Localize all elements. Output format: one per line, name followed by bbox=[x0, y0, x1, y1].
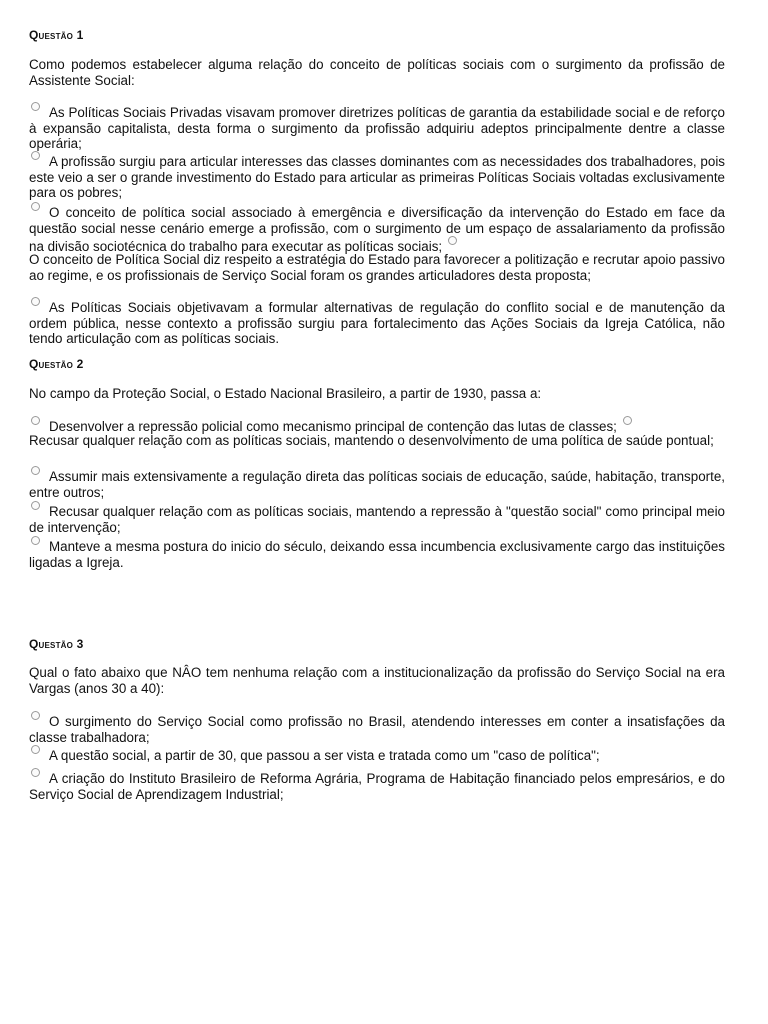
radio-button[interactable] bbox=[623, 416, 632, 425]
option-label: A profissão surgiu para articular interesses das classes dominantes com as necessidades dos trabalhadores, pois este veio a ser o grande investimento do Estado para articular as primeiras Políticas Sociais voltadas exclusivamente para os pobres; bbox=[29, 154, 725, 201]
option-label: As Políticas Sociais objetivavam a formular alternativas de regulação do conflito social e de manutenção da ordem pública, nesse contexto a profissão surgiu para fortalecimento das Ações Sociais da Igreja Católica, não tendo articulação com as políticas sociais. bbox=[29, 300, 725, 347]
question-3-title: Questão 3 bbox=[29, 637, 84, 651]
option-label: Manteve a mesma postura do inicio do século, deixando essa incumbencia exclusivamente cargo das instituições ligadas a Igreja. bbox=[29, 539, 725, 570]
question-3-text: Qual o fato abaixo que NÂO tem nenhuma relação com a institucionalização da profissão do Serviço Social na era Vargas (anos 30 a 40): bbox=[29, 665, 725, 696]
question-1-option-b[interactable] bbox=[29, 151, 725, 201]
radio-button[interactable] bbox=[31, 466, 40, 475]
radio-button[interactable] bbox=[31, 416, 40, 425]
option-label: Assumir mais extensivamente a regulação direta das políticas sociais de educação, saúde, habitação, transporte, entre outros; bbox=[29, 469, 725, 500]
radio-button[interactable] bbox=[31, 151, 40, 160]
question-1-option-a[interactable] bbox=[29, 102, 725, 152]
question-1-title: Questão 1 bbox=[29, 28, 84, 42]
option-label: As Políticas Sociais Privadas visavam promover diretrizes políticas de garantia da estabilidade social e de reforço à expansão capitalista, desta forma o surgimento da profissão adquiriu adeptos principalmente dentre a classe operária; bbox=[29, 105, 725, 152]
option-label: Recusar qualquer relação com as políticas sociais, mantendo o desenvolvimento de uma política de saúde pontual; bbox=[29, 433, 714, 448]
question-3-option-b[interactable] bbox=[29, 745, 725, 764]
question-2-option-e[interactable] bbox=[29, 536, 725, 570]
question-2-text: No campo da Proteção Social, o Estado Nacional Brasileiro, a partir de 1930, passa a: bbox=[29, 386, 542, 401]
radio-button[interactable] bbox=[31, 202, 40, 211]
question-1-option-c[interactable] bbox=[29, 202, 725, 255]
option-label: O conceito de política social associado à emergência e diversificação da intervenção do Estado em face da questão social nesse cenário emerge a profissão, com o surgimento de um espaço de assalariamento da profissão na divisão sociotécnica do trabalho para executar as políticas sociais; bbox=[29, 205, 725, 255]
radio-button[interactable] bbox=[31, 711, 40, 720]
question-2-option-a[interactable] bbox=[29, 416, 725, 435]
option-label: A criação do Instituto Brasileiro de Reforma Agrária, Programa de Habitação financiado pelos empresários, e do Serviço Social de Aprendizagem Industrial; bbox=[29, 771, 725, 802]
option-label: O conceito de Política Social diz respeito a estratégia do Estado para favorecer a politização e recrutar apoio passivo ao regime, e os profissionais de Serviço Social foram os grandes articuladores desta proposta; bbox=[29, 252, 725, 283]
radio-button[interactable] bbox=[31, 501, 40, 510]
radio-button[interactable] bbox=[31, 536, 40, 545]
question-2-option-b[interactable] bbox=[29, 433, 725, 449]
question-1-option-e[interactable] bbox=[29, 297, 725, 347]
question-3-option-a[interactable] bbox=[29, 711, 725, 745]
question-1-text: Como podemos estabelecer alguma relação do conceito de políticas sociais com o surgimento da profissão de Assistente Social: bbox=[29, 57, 725, 88]
radio-button[interactable] bbox=[31, 768, 40, 777]
radio-button[interactable] bbox=[448, 236, 457, 245]
option-label: Recusar qualquer relação com as políticas sociais, mantendo a repressão à "questão social" como principal meio de intervenção; bbox=[29, 504, 725, 535]
question-2-title: Questão 2 bbox=[29, 357, 84, 371]
question-2-option-d[interactable] bbox=[29, 501, 725, 535]
radio-button[interactable] bbox=[31, 297, 40, 306]
radio-button[interactable] bbox=[31, 745, 40, 754]
option-label: Desenvolver a repressão policial como mecanismo principal de contenção das lutas de classes; bbox=[49, 419, 617, 434]
option-label: O surgimento do Serviço Social como profissão no Brasil, atendendo interesses em conter a insatisfações da classe trabalhadora; bbox=[29, 714, 725, 745]
option-label: A questão social, a partir de 30, que passou a ser vista e tratada como um "caso de política"; bbox=[49, 748, 600, 763]
radio-button[interactable] bbox=[31, 102, 40, 111]
question-1-option-d[interactable] bbox=[29, 252, 725, 283]
question-2-option-c[interactable] bbox=[29, 466, 725, 500]
question-3-option-c[interactable] bbox=[29, 768, 725, 802]
